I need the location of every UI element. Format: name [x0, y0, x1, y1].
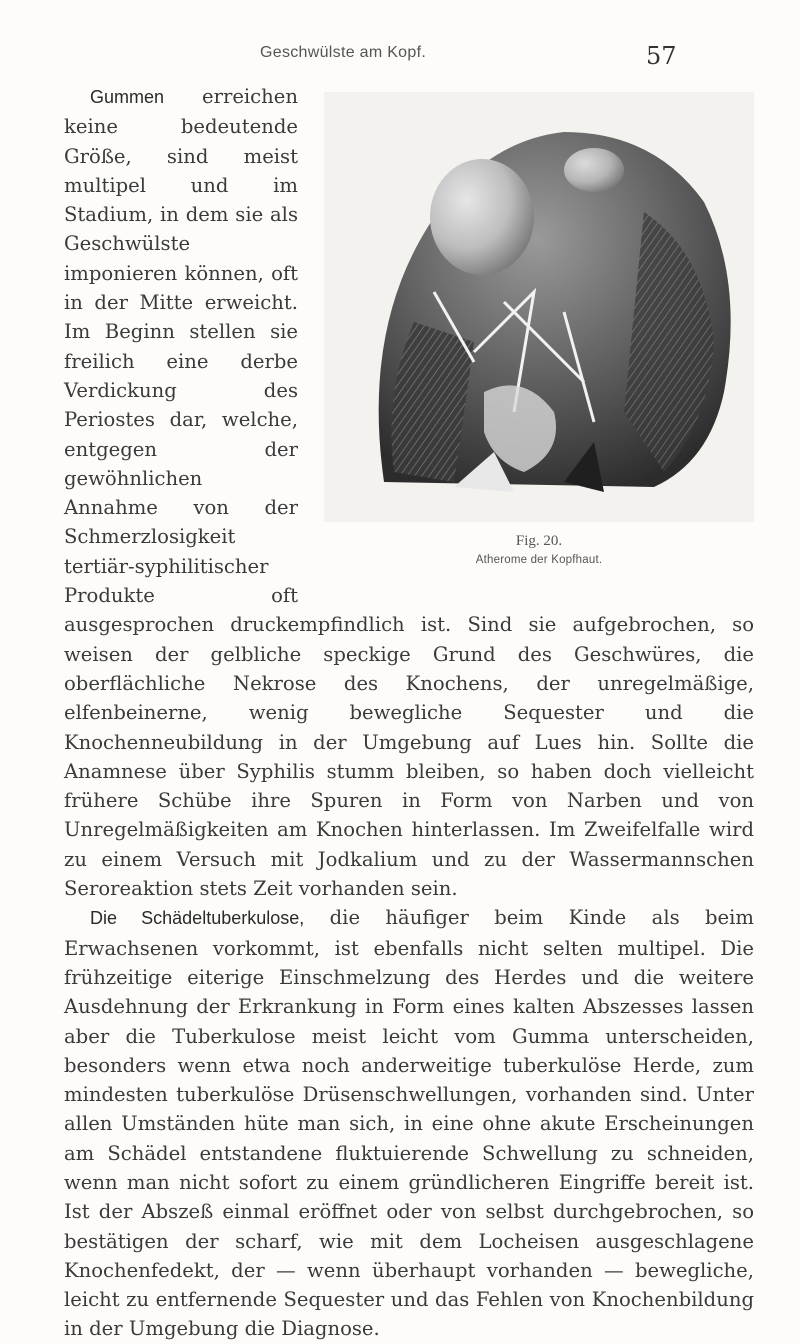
paragraph-gummen-text: erreichen keine bedeutende Größe, sind meist multipel und im Stadium, in dem sie als Geschwülste imponieren können, oft in der Mitte erweicht. Im Beginn stellen sie freilich eine derbe Verdickung des Periostes dar, welche, entgegen der gewöhnlichen Annahme von der Schmerzlosigkeit tertiär-syphilitischer Produkte oft ausgesprochen druckempfindlich ist. Sind sie aufgebrochen, so weisen der gelbliche speckige Grund des Geschwüres, die oberflächliche Nekrose des Knochens, der unregelmäßige, elfenbeinerne, wenig bewegliche Sequester und die Knochenneubildung in der Umgebung auf Lues hin. Sollte die Anamnese über Syphilis stumm bleiben, so haben doch vielleicht frühere Schübe ihre Spuren in Form von Narben und von Unregelmäßigkeiten am Knochen hinterlassen. Im Zweifelfalle wird zu einem Versuch mit Jodkalium und zu der Wassermannschen Seroreaktion stets Zeit vorhanden sein. [64, 85, 754, 901]
term-schaedeltuberkulose: Die Schädeltuberkulose, [90, 908, 305, 929]
figure [324, 82, 754, 602]
paragraph-schaedeltuberkulose [64, 903, 754, 1343]
figure-caption [324, 530, 754, 568]
page-header [0, 42, 800, 72]
figure-photo [324, 92, 754, 522]
paragraph-schaedeltuberkulose-text: die häufiger beim Kinde als beim Erwachsenen vorkommt, ist ebenfalls nicht selten multipel. Die frühzeitige eiterige Einschmelzung des Herdes und die weitere Ausdehnung der Erkrankung in Form eines kalten Abszesses lassen aber die Tuberkulose meist leicht vom Gumma unterscheiden, besonders wenn etwa noch anderweitige tuberkulöse Herde, zum mindesten tuberkulöse Drüsenschwellungen, vorhanden sind. Unter allen Umständen hüte man sich, in eine ohne akute Erscheinungen am Schädel entstandene fluktuierende Schwellung zu schneiden, wenn man nicht sofort zu einem gründlicheren Eingriffe bereit ist. Ist der Abszeß einmal eröffnet oder von selbst durchgebrochen, so bestätigen der scharf, wie mit dem Locheisen ausgeschlagene Knochenfedekt, der — wenn überhaupt vorhanden — bewegliche, leicht zu entfernende Sequester und das Fehlen von Knochenbildung in der Umgebung die Diagnose. [64, 906, 754, 1341]
figure-label: Fig. 20. [515, 533, 563, 549]
body-text [64, 82, 754, 1344]
page-number: 57 [646, 42, 677, 70]
term-gummen: Gummen [90, 87, 165, 107]
running-head: Geschwülste am Kopf. [260, 44, 427, 61]
figure-title: Atherome der Kopfhaut. [475, 554, 603, 566]
